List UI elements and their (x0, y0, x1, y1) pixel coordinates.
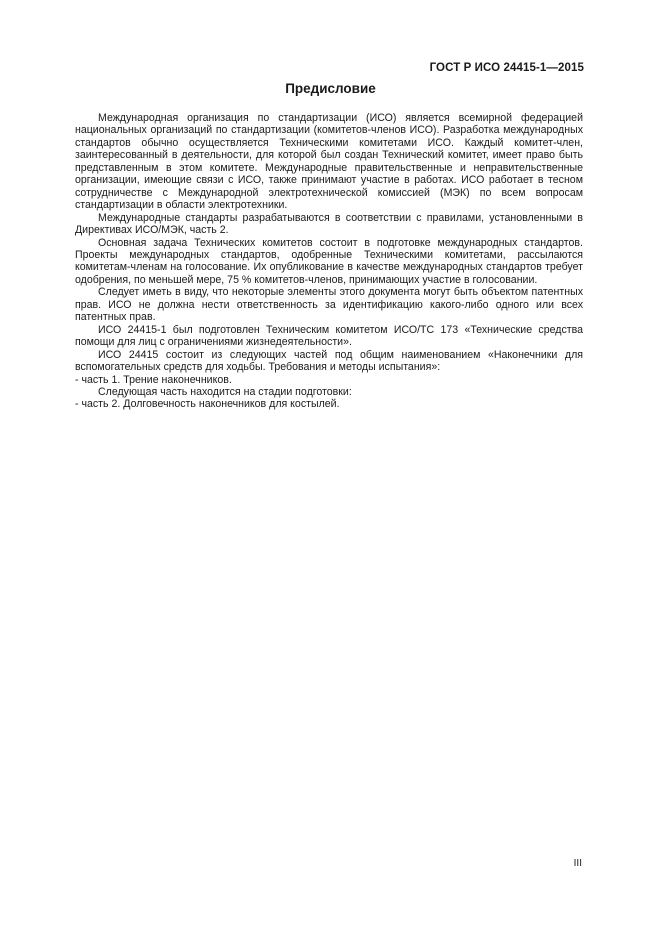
paragraph: Международная организация по стандартизации (ИСО) является всемирной федерацией национальных организаций по стандартизации (комитетов-членов ИСО). Разработка международных стандартов обычно осуществляется Техническими комитетами ИСО. Каждый комитет-член, заинтересованный в деятельности, для которой был создан Технический комитет, имеет право быть представленным в этом комитете. Международные правительственные и неправительственные организации, имеющие связи с ИСО, также принимают участие в работах. ИСО работает в тесном сотрудничестве с Международной электротехнической комиссией (МЭК) по всем вопросам стандартизации в области электротехники. (75, 112, 583, 212)
paragraph: ИСО 24415 состоит из следующих частей под общим наименованием «Наконечники для вспомогательных средств для ходьбы. Требования и методы испытания»: (75, 348, 583, 374)
paragraph: Основная задача Технических комитетов состоит в подготовке международных стандартов. Проекты международных стандартов, одобренные Техническими комитетами, рассылаются комитетам-членам на голосование. Их опубликование в качестве международных стандартов требует одобрения, по меньшей мере, 75 % комитетов-членов, принимающих участие в голосовании. (75, 236, 583, 286)
list-item: - часть 2. Долговечность наконечников для костылей. (75, 398, 340, 411)
paragraph: ИСО 24415-1 был подготовлен Техническим комитетом ИСО/ТС 173 «Технические средства помощи для лиц с ограничениями жизнедеятельности». (75, 323, 583, 349)
list-item: - часть 1. Трение наконечников. (75, 373, 232, 386)
document-code-header: ГОСТ Р ИСО 24415-1—2015 (429, 62, 584, 74)
page-number: III (573, 858, 582, 869)
page-title: Предисловие (285, 81, 376, 96)
foreword-body (75, 112, 583, 411)
paragraph: Следующая часть находится на стадии подготовки: (98, 385, 352, 398)
paragraph: Международные стандарты разрабатываются в соответствии с правилами, установленными в Директивах ИСО/МЭК, часть 2. (75, 211, 583, 237)
paragraph: Следует иметь в виду, что некоторые элементы этого документа могут быть объектом патентных прав. ИСО не должна нести ответственность за идентификацию какого-либо одного или всех патентных прав. (75, 286, 583, 324)
